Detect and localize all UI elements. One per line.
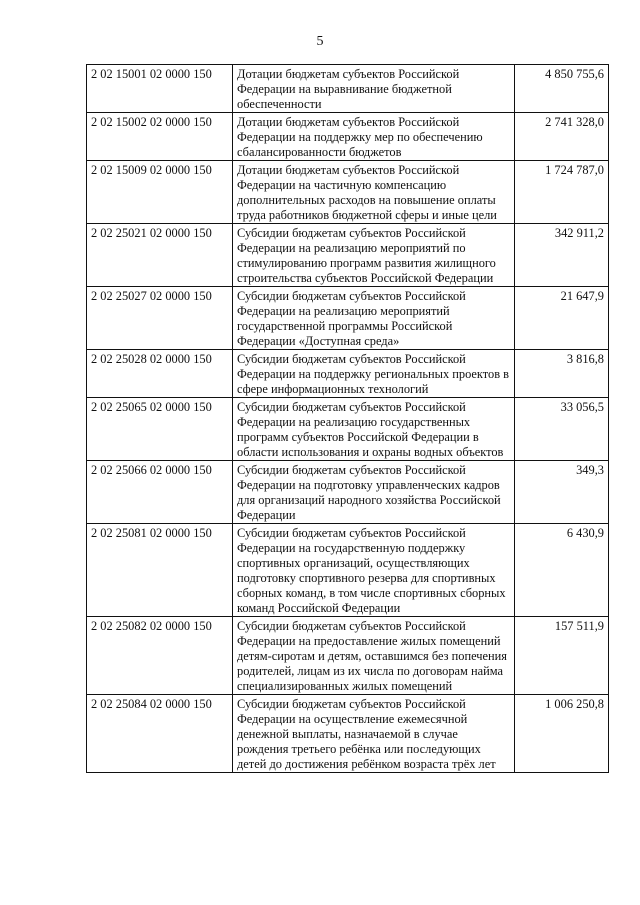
budget-revenue-table <box>86 64 609 773</box>
table-row <box>87 617 609 695</box>
budget-code: 2 02 15001 02 0000 150 <box>87 65 233 113</box>
amount: 6 430,9 <box>515 524 609 617</box>
revenue-name: Субсидии бюджетам субъектов Российской Федерации на государственную поддержку спортивных организаций, осуществляющих подготовку спортивного резерва для спортивных сборных команд, в том числе спортивных сборных команд Российской Федерации <box>233 524 515 617</box>
revenue-name: Субсидии бюджетам субъектов Российской Федерации на предоставление жилых помещений детям-сиротам и детям, оставшимся без попечения родителей, лицам из их числа по договорам найма специализированных жилых помещений <box>233 617 515 695</box>
revenue-name: Дотации бюджетам субъектов Российской Федерации на поддержку мер по обеспечению сбалансированности бюджетов <box>233 113 515 161</box>
budget-code: 2 02 25066 02 0000 150 <box>87 461 233 524</box>
table-row <box>87 695 609 773</box>
amount: 349,3 <box>515 461 609 524</box>
table-row <box>87 350 609 398</box>
revenue-name: Субсидии бюджетам субъектов Российской Федерации на поддержку региональных проектов в сфере информационных технологий <box>233 350 515 398</box>
table-row <box>87 461 609 524</box>
amount: 4 850 755,6 <box>515 65 609 113</box>
amount: 2 741 328,0 <box>515 113 609 161</box>
revenue-name: Дотации бюджетам субъектов Российской Федерации на частичную компенсацию дополнительных расходов на повышение оплаты труда работников бюджетной сферы и иные цели <box>233 161 515 224</box>
amount: 1 724 787,0 <box>515 161 609 224</box>
page-number: 5 <box>316 34 324 49</box>
budget-code: 2 02 25082 02 0000 150 <box>87 617 233 695</box>
budget-code: 2 02 15009 02 0000 150 <box>87 161 233 224</box>
revenue-name: Дотации бюджетам субъектов Российской Федерации на выравнивание бюджетной обеспеченности <box>233 65 515 113</box>
table-row <box>87 524 609 617</box>
revenue-name: Субсидии бюджетам субъектов Российской Федерации на подготовку управленческих кадров для организаций народного хозяйства Российской Федерации <box>233 461 515 524</box>
budget-code: 2 02 25065 02 0000 150 <box>87 398 233 461</box>
budget-code: 2 02 15002 02 0000 150 <box>87 113 233 161</box>
amount: 1 006 250,8 <box>515 695 609 773</box>
table-row <box>87 65 609 113</box>
revenue-name: Субсидии бюджетам субъектов Российской Федерации на реализацию мероприятий государственной программы Российской Федерации «Доступная среда» <box>233 287 515 350</box>
table-row <box>87 224 609 287</box>
amount: 342 911,2 <box>515 224 609 287</box>
amount: 33 056,5 <box>515 398 609 461</box>
budget-code: 2 02 25084 02 0000 150 <box>87 695 233 773</box>
amount: 3 816,8 <box>515 350 609 398</box>
revenue-name: Субсидии бюджетам субъектов Российской Федерации на реализацию государственных программ субъектов Российской Федерации в области использования и охраны водных объектов <box>233 398 515 461</box>
budget-code: 2 02 25081 02 0000 150 <box>87 524 233 617</box>
table-row <box>87 398 609 461</box>
revenue-name: Субсидии бюджетам субъектов Российской Федерации на осуществление ежемесячной денежной выплаты, назначаемой в случае рождения третьего ребёнка или последующих детей до достижения ребёнком возраста трёх лет <box>233 695 515 773</box>
budget-code: 2 02 25021 02 0000 150 <box>87 224 233 287</box>
budget-code: 2 02 25027 02 0000 150 <box>87 287 233 350</box>
table-row <box>87 113 609 161</box>
table-row <box>87 161 609 224</box>
revenue-name: Субсидии бюджетам субъектов Российской Федерации на реализацию мероприятий по стимулированию программ развития жилищного строительства субъектов Российской Федерации <box>233 224 515 287</box>
amount: 21 647,9 <box>515 287 609 350</box>
table-row <box>87 287 609 350</box>
amount: 157 511,9 <box>515 617 609 695</box>
budget-code: 2 02 25028 02 0000 150 <box>87 350 233 398</box>
